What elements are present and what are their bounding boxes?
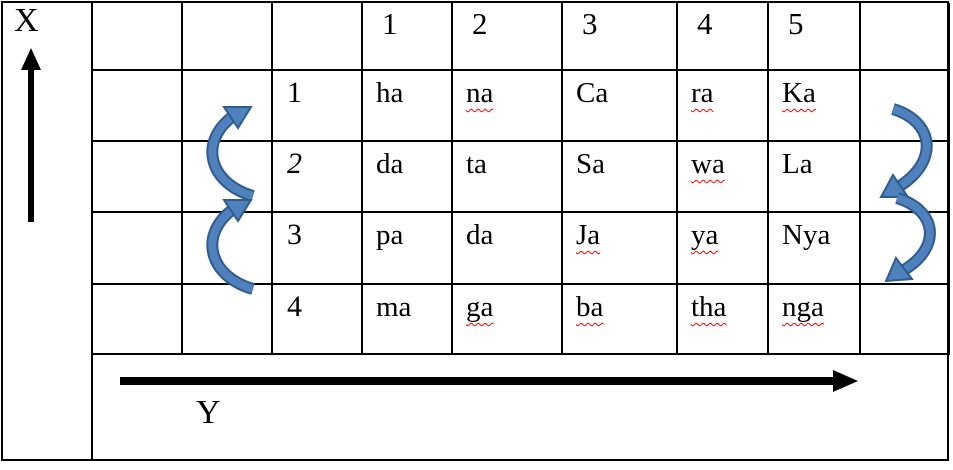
grid-cell-empty	[183, 3, 273, 71]
syllable-cell: ta	[453, 142, 563, 213]
row-label: 4	[273, 285, 363, 355]
y-axis-label: Y	[196, 394, 221, 431]
row-label: 2	[273, 142, 363, 213]
grid-cell-empty	[93, 142, 183, 213]
row-label: 1	[273, 71, 363, 142]
syllable-cell: ma	[363, 285, 453, 355]
row-label: 3	[273, 213, 363, 285]
grid-cell-empty	[93, 213, 183, 285]
syllable-cell: nga	[769, 285, 861, 355]
grid-cell-empty	[183, 213, 273, 285]
syllable-cell: da	[453, 213, 563, 285]
grid-cell-empty	[93, 285, 183, 355]
syllable-cell: Ka	[769, 71, 861, 142]
x-axis-column	[3, 3, 93, 459]
syllable-cell: Ca	[563, 71, 678, 142]
grid-cell-empty	[183, 285, 273, 355]
grid-cell-empty	[861, 213, 950, 285]
syllable-cell: wa	[678, 142, 769, 213]
column-header: 4	[678, 3, 769, 71]
column-header: 2	[453, 3, 563, 71]
syllable-cell: tha	[678, 285, 769, 355]
x-axis-label: X	[14, 2, 39, 39]
syllable-cell: ba	[563, 285, 678, 355]
column-header: 3	[563, 3, 678, 71]
syllable-cell: Nya	[769, 213, 861, 285]
column-header: 1	[363, 3, 453, 71]
column-header: 5	[769, 3, 861, 71]
grid-cell-empty	[861, 285, 950, 355]
grid-cell-empty	[93, 71, 183, 142]
syllable-cell: ga	[453, 285, 563, 355]
syllable-grid	[93, 3, 950, 355]
syllable-cell: na	[453, 71, 563, 142]
syllable-cell: pa	[363, 213, 453, 285]
grid-cell-empty	[861, 3, 950, 71]
syllable-cell: ra	[678, 71, 769, 142]
grid-cell-empty	[183, 71, 273, 142]
grid-cell-empty	[93, 3, 183, 71]
syllable-cell: La	[769, 142, 861, 213]
syllable-cell: da	[363, 142, 453, 213]
syllable-cell: ya	[678, 213, 769, 285]
grid-cell-empty	[861, 71, 950, 142]
grid-cell-empty	[273, 3, 363, 71]
syllable-cell: Ja	[563, 213, 678, 285]
y-axis-band	[93, 355, 950, 459]
grid-cell-empty	[861, 142, 950, 213]
syllable-cell: Sa	[563, 142, 678, 213]
syllable-cell: ha	[363, 71, 453, 142]
grid-cell-empty	[183, 142, 273, 213]
